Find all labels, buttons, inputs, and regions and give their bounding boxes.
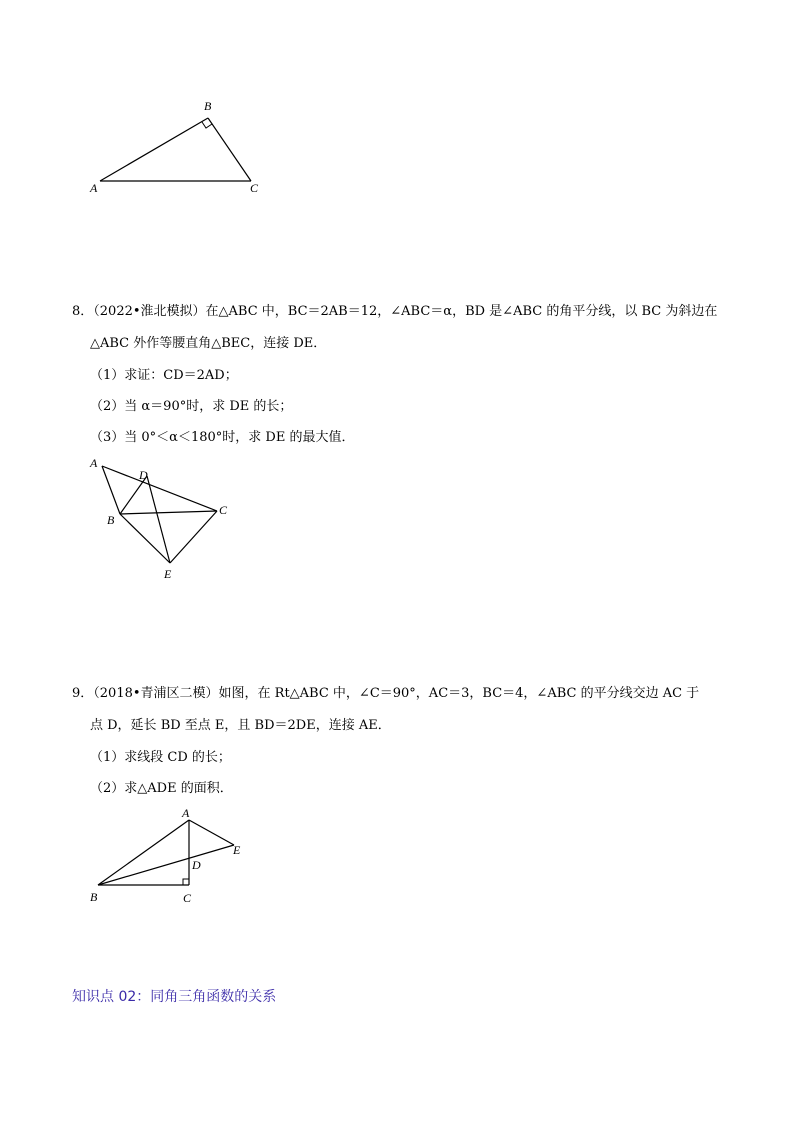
- label-d: D: [192, 858, 201, 872]
- figure-question-8: [85, 450, 245, 585]
- question-9-line-2: 点 D，延长 BD 至点 E，且 BD＝2DE，连接 AE．: [90, 718, 391, 733]
- label-a: A: [90, 456, 98, 470]
- label-c: C: [250, 181, 259, 195]
- label-e: E: [164, 567, 172, 581]
- question-8-part-1: （1）求证：CD＝2AD；: [90, 368, 238, 383]
- figure-question-9: [85, 805, 255, 910]
- label-b: B: [90, 890, 98, 904]
- question-9-part-1: （1）求线段 CD 的长；: [90, 750, 231, 765]
- label-c: C: [219, 503, 228, 517]
- label-c: C: [183, 891, 192, 905]
- section-heading: 知识点 02：同角三角函数的关系: [72, 989, 277, 1005]
- question-9-part-2: （2）求△ADE 的面积．: [90, 781, 233, 796]
- label-b: B: [204, 99, 212, 113]
- label-d: D: [139, 468, 148, 482]
- label-b: B: [107, 513, 115, 527]
- figure-triangle-abc: [80, 95, 280, 200]
- question-8-line-1: 8．（2022•淮北模拟）在△ABC 中，BC＝2AB＝12，∠ABC＝α，BD 是∠ABC 的角平分线，以 BC 为斜边在: [72, 304, 718, 319]
- label-a: A: [90, 181, 98, 195]
- question-9-line-1: 9．（2018•青浦区二模）如图，在 Rt△ABC 中，∠C＝90°，AC＝3，BC＝4，∠ABC 的平分线交边 AC 于: [72, 686, 700, 701]
- question-8-line-2: △ABC 外作等腰直角△BEC，连接 DE．: [90, 336, 327, 351]
- question-8-part-2: （2）当 α＝90°时，求 DE 的长；: [90, 399, 293, 414]
- label-a: A: [182, 806, 190, 820]
- question-8-part-3: （3）当 0°＜α＜180°时，求 DE 的最大值．: [90, 430, 355, 445]
- label-e: E: [233, 843, 241, 857]
